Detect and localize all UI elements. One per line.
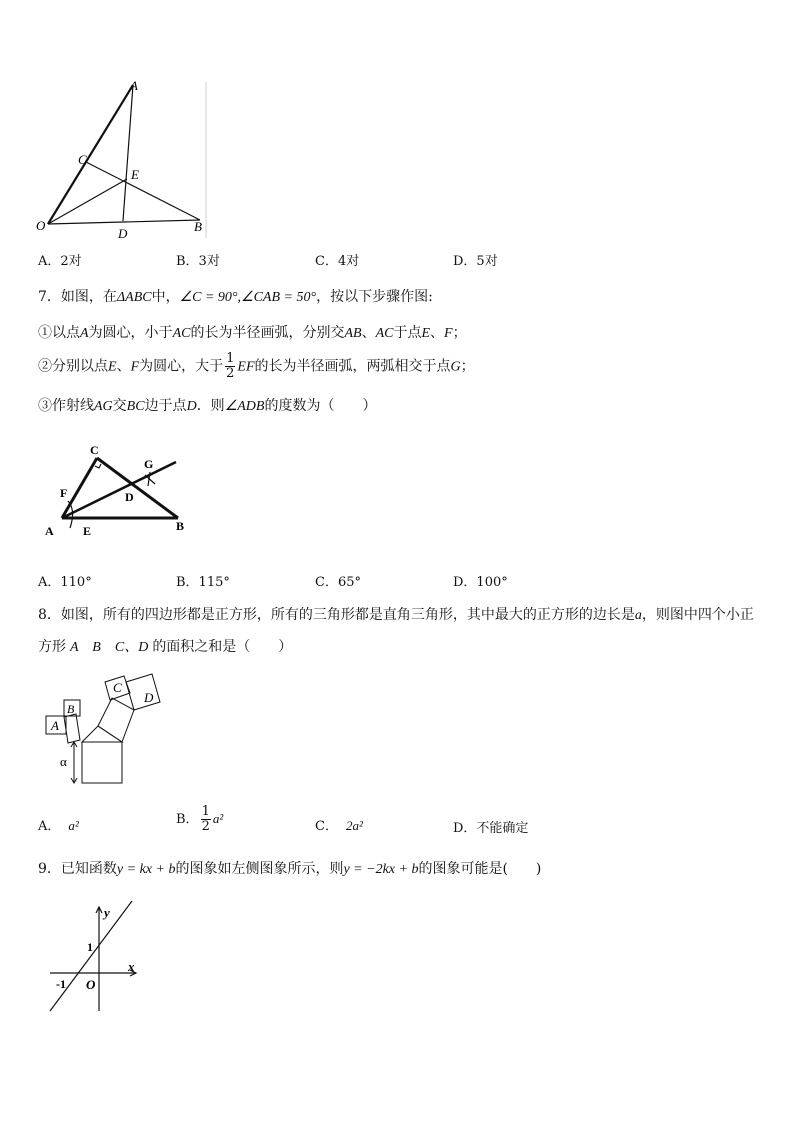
q7-step2 — [38, 352, 475, 381]
fig6-label-C: C — [78, 152, 87, 167]
q7-angles: ∠C = 90°,∠CAB = 50° — [179, 290, 317, 305]
q7-option-a[interactable]: A．110° — [38, 575, 92, 590]
q8-option-a[interactable] — [38, 815, 79, 834]
fig6-label-A: A — [130, 78, 138, 93]
q8-stem-line2 — [38, 636, 292, 656]
q7-step2-var: E — [108, 359, 117, 375]
q8-text: 8．如图，所有的四边形都是正方形，所有的三角形都是直角三角形，其中最大的正方形的边长是 — [38, 607, 635, 623]
q9-text: 的图象如左侧图象所示，则 — [175, 861, 344, 877]
q8-option-b-value: a² — [212, 811, 224, 826]
q8-option-d[interactable]: D．不能确定 — [453, 821, 529, 836]
fig7-label-A: A — [45, 524, 54, 538]
q7-option-b[interactable]: B．115° — [176, 575, 230, 590]
fig7-label-B: B — [176, 519, 185, 533]
q7-step3-text: 的度数为（ ） — [264, 398, 377, 414]
q8-option-b-den: 2 — [201, 819, 210, 834]
q7-option-d[interactable]: D．100° — [453, 575, 508, 590]
q7-step1-var: E — [421, 326, 431, 341]
fig9-label-origin: O — [86, 977, 96, 992]
q7-step3-var: AG — [94, 399, 113, 414]
q7-step2-text: ； — [460, 358, 475, 375]
q8-option-b-num: 1 — [201, 804, 210, 819]
q7-step1-var: AC — [375, 326, 394, 341]
q7-option-c[interactable]: C．65° — [315, 575, 361, 590]
q7-step3-var: ∠ADB — [224, 399, 265, 414]
q9-figure — [40, 895, 150, 1015]
q7-step1-text: 的长为半径画弧，分别交 — [190, 325, 345, 341]
q7-step2-var: F — [130, 359, 140, 375]
fig6-label-O: O — [36, 218, 46, 233]
fig8-label-alpha: α — [60, 754, 67, 769]
fig7-label-C: C — [90, 443, 99, 457]
q6-option-a[interactable]: A．2对 — [38, 254, 82, 269]
q7-fraction — [225, 352, 235, 381]
q8-text: 方形 — [38, 639, 66, 655]
q8-squares: A B C、D — [70, 640, 149, 655]
fig9-label-one: 1 — [87, 940, 93, 954]
q7-prefix: 7．如图，在 — [38, 289, 117, 305]
fig6-label-B: B — [194, 219, 202, 234]
q6-option-b[interactable]: B．3对 — [176, 254, 220, 269]
q9-stem — [38, 858, 541, 878]
q7-step2-text: 为圆心，大于 — [139, 358, 224, 375]
q8-option-b-fraction — [201, 805, 211, 834]
q7-triangle: ΔABC — [116, 290, 152, 305]
q7-step1-var: F — [444, 326, 453, 341]
q8-figure — [40, 670, 180, 790]
fig8-label-B: B — [67, 702, 75, 716]
fig8-label-C: C — [113, 680, 122, 695]
q7-fraction-den: 2 — [226, 366, 235, 381]
q8-text: 的面积之和是（ ） — [152, 639, 293, 655]
fig7-label-D: D — [125, 490, 134, 504]
q8-stem-line1 — [38, 604, 754, 624]
q7-step3-var: D — [186, 399, 197, 414]
q8-option-b[interactable] — [176, 805, 223, 834]
q7-step2-text: ②分别以点 — [38, 358, 108, 375]
fig9-label-y: y — [104, 905, 110, 920]
q7-step1-text: 于点 — [393, 325, 422, 341]
q7-figure — [40, 440, 200, 545]
q9-text: 9．已知函数 — [38, 861, 117, 877]
q7-step1-text: ①以点 — [38, 325, 80, 341]
fig7-label-F: F — [60, 486, 68, 500]
q7-step1-text: 为圆心，小于 — [88, 325, 173, 341]
q7-step3-var: BC — [126, 399, 145, 414]
q9-func2: y = −2kx + b — [343, 862, 419, 877]
fig7-label-E: E — [83, 524, 92, 538]
q6-figure — [30, 78, 220, 243]
q7-step3-text: ③作射线 — [38, 398, 94, 414]
q7-step1 — [38, 322, 467, 342]
q8-var-a: a — [634, 608, 642, 623]
q8-option-b-label: B． — [176, 812, 199, 827]
q7-step1-var: A — [80, 326, 89, 341]
q7-fraction-num: 1 — [226, 351, 235, 366]
q7-step2-var: G — [450, 359, 461, 375]
q7-stem — [38, 286, 433, 306]
q7-step1-var: AC — [172, 326, 191, 341]
q6-option-c[interactable]: C．4对 — [315, 254, 360, 269]
fig8-label-D: D — [144, 690, 154, 705]
q8-option-a-label: A． — [38, 819, 61, 834]
fig9-label-x: x — [128, 959, 135, 974]
q7-step1-text: 、 — [430, 325, 445, 341]
q9-text: 的图象可能是( ) — [418, 861, 542, 877]
fig7-label-G: G — [144, 457, 154, 471]
q8-option-a-value: a² — [68, 818, 79, 833]
q7-step2-text: 的长为半径画弧，两弧相交于点 — [254, 358, 451, 375]
q6-option-d[interactable]: D．5对 — [453, 254, 498, 269]
q7-step2-text: 、 — [116, 358, 131, 375]
q7-step1-var: AB — [344, 326, 362, 341]
q7-step3-text: 边于点 — [144, 398, 187, 414]
q8-option-c-value: 2a² — [345, 818, 363, 833]
q9-func1: y = kx + b — [116, 862, 176, 877]
q7-step3-text: 交 — [112, 398, 127, 414]
q8-option-c-label: C． — [315, 819, 338, 834]
fig9-label-neg1: -1 — [56, 977, 66, 991]
q7-mid: 中， — [151, 289, 180, 305]
q7-step1-text: 、 — [361, 325, 376, 341]
q7-step1-text: ； — [452, 325, 467, 341]
fig6-label-E: E — [131, 167, 139, 182]
q7-suffix: ，按以下步骤作图: — [316, 289, 433, 305]
q7-step3-text: ．则 — [196, 398, 225, 414]
q7-step3 — [38, 395, 376, 415]
fig6-label-D: D — [118, 226, 128, 241]
fig8-label-A: A — [51, 718, 59, 733]
q8-text: ，则图中四个小正 — [641, 607, 754, 623]
q7-step2-var: EF — [237, 359, 255, 375]
q8-option-c[interactable] — [315, 815, 363, 834]
